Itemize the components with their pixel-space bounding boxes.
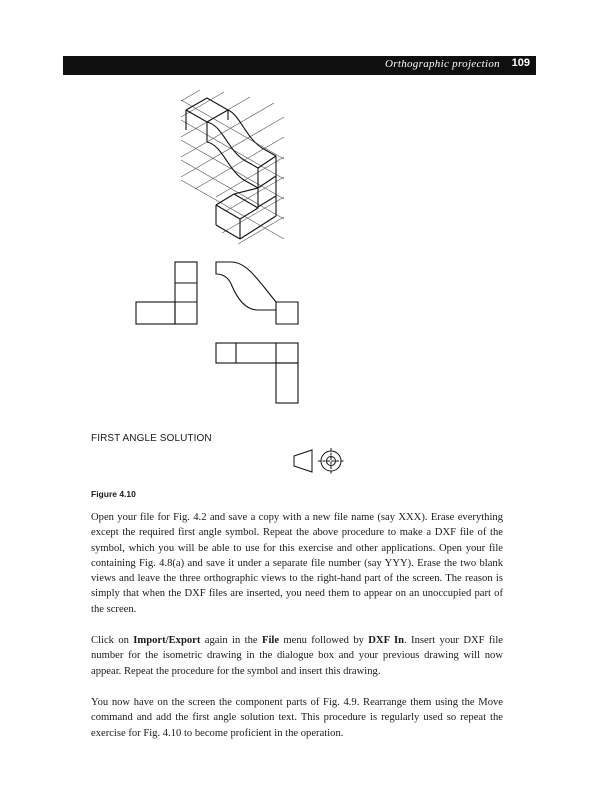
p2-text: menu followed by — [279, 635, 369, 646]
end-view — [216, 262, 298, 324]
page-number: 109 — [511, 57, 530, 69]
p2-text: . Insert your DXF file number for the isometric drawing in the dialogue box and your previous drawing will now appear. Repeat the procedure for the symbol and insert this drawing. — [91, 635, 504, 677]
plan-view — [216, 343, 298, 403]
paragraph-2 — [91, 633, 503, 679]
first-angle-symbol — [294, 448, 344, 474]
figure-label: Figure 4.10 — [91, 489, 136, 499]
front-view — [136, 262, 197, 324]
import-export-term: Import/Export — [133, 635, 201, 646]
running-header-title: Orthographic projection — [385, 58, 500, 70]
dxf-in-term: DXF In — [368, 635, 405, 646]
file-menu-term: File — [261, 635, 280, 646]
paragraph-1: Open your file for Fig. 4.2 and save a copy with a new file name (say XXX). Erase everything except the required first angle symbol. Repeat the above procedure to make a DXF file of the symbol, which you will be able to use for this exercise and other applications. Open your file containing Fig. 4.8(a) and save it under a separate file number (say YYY). Erase the two blank views and leave the three orthographic views to the right-hand part of the screen. The reason is simply that when the DXF files are inserted, you need them to appear on an unoccupied part of the screen. — [91, 512, 503, 615]
paragraph-3: You now have on the screen the component parts of Fig. 4.9. Rearrange them using the Move command and add the first angle solution text. This procedure is regularly used so repeat the exercise for Fig. 4.10 to become proficient in the operation. — [91, 697, 503, 739]
p2-text: Click on — [91, 635, 134, 646]
p2-text: again in the — [200, 635, 262, 646]
figure-caption: FIRST ANGLE SOLUTION — [91, 433, 212, 444]
